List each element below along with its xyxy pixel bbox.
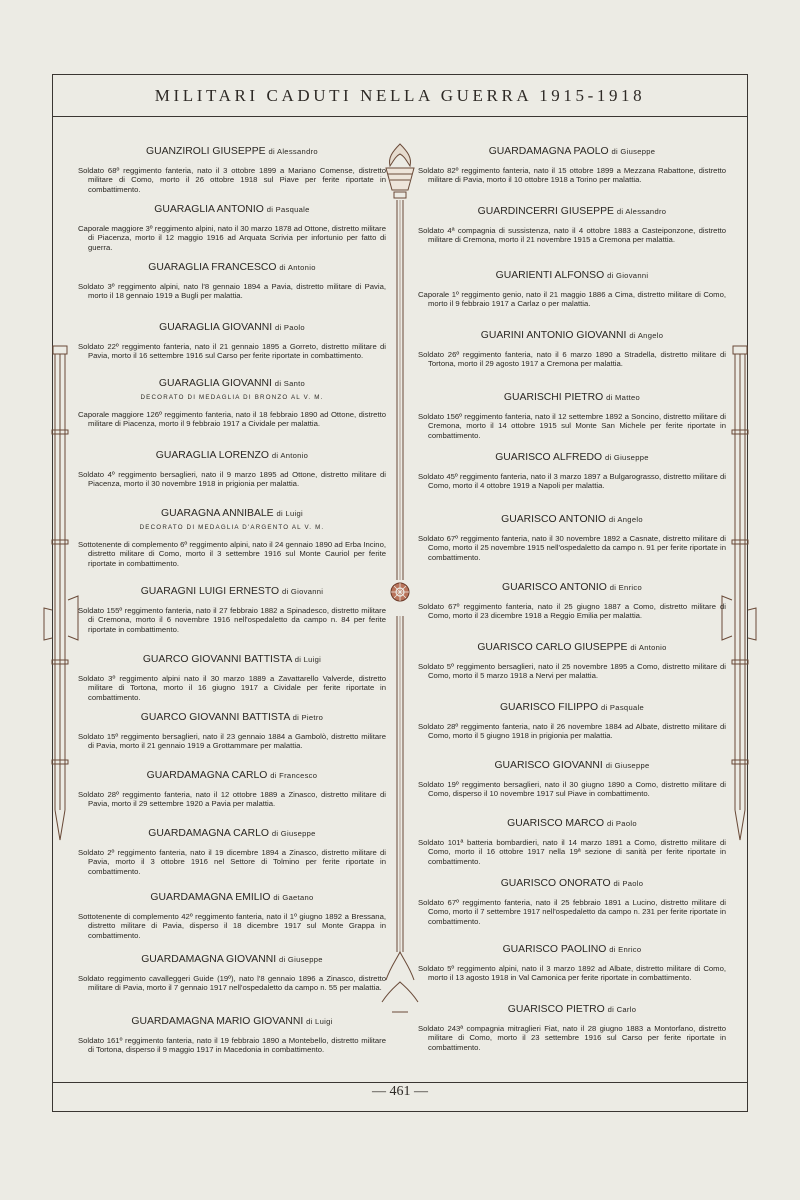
entry — [418, 206, 726, 245]
entry — [78, 770, 386, 809]
entry-description: Soldato 161º reggimento fanteria, nato il 19 febbraio 1890 a Montebello, distretto militare di Tortona, disperso il 9 maggio 1917 in Macedonia in combattimento. — [78, 1036, 386, 1055]
entry-name: GUARISCO ANTONIO di Enrico — [501, 582, 643, 593]
entry — [418, 330, 726, 369]
entry-description: Soldato 67º reggimento fanteria, nato il 25 giugno 1887 a Como, distretto militare di Como, morto il 23 dicembre 1918 a Reggio Emilia per malattia. — [418, 602, 726, 621]
entry-name: GUARISCO FILIPPO di Pasquale — [499, 702, 645, 713]
entry-description: Soldato 4ª compagnia di sussistenza, nato il 4 ottobre 1883 a Casteiponzone, distretto militare di Cremona, morto il 21 novembre 1915 a Cremona per malattia. — [418, 226, 726, 245]
entry-description: Soldato 28º reggimento fanteria, nato il 12 ottobre 1889 a Zinasco, distretto militare di Pavia, morto il 29 settembre 1920 a Pavia per malattia. — [78, 790, 386, 809]
entry-name: GUARISCO PIETRO di Carlo — [507, 1004, 637, 1015]
page-number: — 461 — — [372, 1084, 428, 1099]
entry-name: GUARINI ANTONIO GIOVANNI di Angelo — [480, 330, 664, 341]
entry — [78, 892, 386, 940]
entry-name: GUARISCO GIOVANNI di Giuseppe — [494, 760, 650, 771]
footer-rule — [52, 1082, 748, 1083]
entry — [418, 452, 726, 491]
entry-description: Soldato 3º reggimento alpini, nato l'8 gennaio 1894 a Pavia, distretto militare di Pavia, morto il 18 gennaio 1919 a Bugli per malattia. — [78, 282, 386, 301]
entry-description: Soldato 19º reggimento bersaglieri, nato il 30 giugno 1890 a Como, distretto militare di Como, disperso il 10 novembre 1917 sul Piave in combattimento. — [418, 780, 726, 799]
entry-description: Soldato 22º reggimento fanteria, nato il 21 gennaio 1895 a Gorreto, distretto militare di Pavia, morto il 16 settembre 1916 sul Carso per ferite riportate in combattimento. — [78, 342, 386, 361]
entry-name: GUARDAMAGNA CARLO di Giuseppe — [148, 828, 316, 839]
entry-description: Soldato 68º reggimento fanteria, nato il 3 ottobre 1899 a Mariano Comense, distretto militare di Como, morto il 26 ottobre 1918 sul Piave per ferite riportate in combattimento. — [78, 166, 386, 194]
entry-description: Caporale maggiore 3º reggimento alpini, nato il 30 marzo 1878 ad Ottone, distretto militare di Piacenza, morto il 12 maggio 1916 ad Arquata Scrivia per infortunio per fatto di guerra. — [78, 224, 386, 252]
entry — [78, 954, 386, 993]
entry — [418, 146, 726, 185]
entry-description: Soldato 155º reggimento fanteria, nato il 27 febbraio 1882 a Spinadesco, distretto militare di Cremona, morto il 6 novembre 1916 nell'ospedaletto da campo n. 84 per ferite riportate in combattimento. — [78, 606, 386, 634]
entry-name: GUARCO GIOVANNI BATTISTA di Luigi — [142, 654, 322, 665]
entry — [418, 702, 726, 741]
decoration-note: DECORATO DI MEDAGLIA DI BRONZO AL V. M. — [140, 394, 324, 401]
entry — [78, 508, 386, 568]
entry-name: GUARDINCERRI GIUSEPPE di Alessandro — [477, 206, 667, 217]
entry-name: GUARAGLIA LORENZO di Antonio — [155, 450, 309, 461]
entry-name: GUARAGLIA FRANCESCO di Antonio — [148, 262, 316, 273]
entry-description: Soldato 67º reggimento fanteria, nato il 25 febbraio 1891 a Lucino, distretto militare di Como, morto il 7 settembre 1917 nell'ospedaletto da campo n. 231 per ferite riportate in combattimento. — [418, 898, 726, 926]
entry — [418, 514, 726, 562]
entry-description: Soldato 5º reggimento alpini, nato il 3 marzo 1892 ad Albate, distretto militare di Como, morto il 13 agosto 1918 in Val Camonica per ferite riportate in combattimento. — [418, 964, 726, 983]
entry — [418, 1004, 726, 1052]
entry-name: GUARAGNI LUIGI ERNESTO di Giovanni — [140, 586, 324, 597]
entry-name: GUARDAMAGNA PAOLO di Giuseppe — [488, 146, 656, 157]
entry-name: GUANZIROLI GIUSEPPE di Alessandro — [146, 146, 318, 157]
entry-description: Soldato 28º reggimento fanteria, nato il 26 novembre 1884 ad Albate, distretto militare di Como, morto il 5 giugno 1918 in prigionia per malattia. — [418, 722, 726, 741]
entry — [78, 1016, 386, 1055]
entry — [78, 654, 386, 702]
entry-description: Soldato 26º reggimento fanteria, nato il 6 marzo 1890 a Stradella, distretto militare di Tortona, morto il 29 agosto 1917 a Cremona per malattia. — [418, 350, 726, 369]
entry-name: GUARAGLIA GIOVANNI di Santo — [158, 378, 306, 389]
entry — [418, 642, 726, 681]
entry-description: Soldato 5º reggimento bersaglieri, nato il 25 novembre 1895 a Como, distretto militare di Como, morto il 5 marzo 1918 a Nervi per malattia. — [418, 662, 726, 681]
entry-name: GUARISCO ANTONIO di Angelo — [501, 514, 643, 525]
entry-description: Caporale 1º reggimento genio, nato il 21 maggio 1886 a Cima, distretto militare di Como, morto il 9 febbraio 1917 a Carlaz o per malattia. — [418, 290, 726, 309]
entry — [418, 878, 726, 926]
page-title: MILITARI CADUTI NELLA GUERRA 1915-1918 — [154, 86, 646, 105]
entry-name: GUARIENTI ALFONSO di Giovanni — [495, 270, 649, 281]
entry — [78, 262, 386, 301]
entry-name: GUARISCO MARCO di Paolo — [507, 818, 637, 829]
entry-description: Sottotenente di complemento 6º reggimento alpini, nato il 24 gennaio 1890 ad Erba Incino, distretto militare di Como, morto il 3 settembre 1916 sul Monte Cauriol per ferite riportate in combattimento. — [78, 540, 386, 568]
entry — [78, 450, 386, 489]
entry-description: Soldato 67º reggimento fanteria, nato il 30 novembre 1892 a Casnate, distretto militare di Como, morto il 25 novembre 1915 nell'ospedaletto da campo n. 91 per ferite riportate in combattimento. — [418, 534, 726, 562]
entry-name: GUARAGLIA ANTONIO di Pasquale — [154, 204, 310, 215]
entry — [418, 944, 726, 983]
entry — [78, 204, 386, 252]
decoration-note: DECORATO DI MEDAGLIA D'ARGENTO AL V. M. — [139, 524, 325, 531]
entry-description: Soldato 15º reggimento bersaglieri, nato il 23 gennaio 1884 a Gambolò, distretto militare di Pavia, morto il 21 gennaio 1919 a Grottammare per malattia. — [78, 732, 386, 751]
entry-description: Caporale maggiore 126º reggimento fanteria, nato il 18 febbraio 1890 ad Ottone, distretto militare di Piacenza, morto il 9 febbraio 1917 a Cividale per malattia. — [78, 410, 386, 429]
header-rule — [52, 116, 748, 117]
entry-name: GUARISCO PAOLINO di Enrico — [502, 944, 642, 955]
entry-description: Soldato reggimento cavalleggeri Guide (19º), nato l'8 gennaio 1896 a Zinasco, distretto militare di Pavia, morto il 7 gennaio 1917 nell'ospedaletto da campo n. 55 per malattia. — [78, 974, 386, 993]
entry — [418, 760, 726, 799]
entry-description: Soldato 82º reggimento fanteria, nato il 15 ottobre 1899 a Mezzana Rabattone, distretto militare di Pavia, morto il 10 ottobre 1918 a Torino per malattia. — [418, 166, 726, 185]
entry-description: Soldato 45º reggimento fanteria, nato il 3 marzo 1897 a Bulgarograsso, distretto militare di Como, morto il 4 ottobre 1919 a Napoli per malattia. — [418, 472, 726, 491]
entry-name: GUARDAMAGNA EMILIO di Gaetano — [150, 892, 314, 903]
entry — [78, 586, 386, 634]
entry — [78, 378, 386, 429]
right-fasces-ornament-icon — [720, 340, 760, 860]
entry-description: Soldato 156º reggimento fanteria, nato il 12 settembre 1892 a Soncino, distretto militare di Cremona, morto il 14 ottobre 1915 sul Monte San Michele per ferite riportate in combattimento. — [418, 412, 726, 440]
entry-description: Sottotenente di complemento 42º reggimento fanteria, nato il 1º giugno 1892 a Bressana, distretto militare di Pavia, disperso il 18 dicembre 1917 sul Monte Grappa in combattimento. — [78, 912, 386, 940]
entry-name: GUARDAMAGNA GIOVANNI di Giuseppe — [141, 954, 323, 965]
entry-name: GUARDAMAGNA CARLO di Francesco — [146, 770, 318, 781]
entry-name: GUARCO GIOVANNI BATTISTA di Pietro — [140, 712, 324, 723]
entry — [78, 828, 386, 876]
entry — [78, 146, 386, 194]
entry-description: Soldato 101ª batteria bombardieri, nato il 14 marzo 1891 a Como, distretto militare di Como, morto il 16 ottobre 1917 nella 19ª sezione di sanità per ferite riportate in combattimento. — [418, 838, 726, 866]
entry-description: Soldato 3º reggimento alpini nato il 30 marzo 1889 a Zavattarello Valverde, distretto militare di Tortona, morto il 16 giugno 1917 a Cividale per ferite riportate in combattimento. — [78, 674, 386, 702]
entry-name: GUARISCHI PIETRO di Matteo — [503, 392, 641, 403]
entry — [78, 712, 386, 751]
left-fasces-ornament-icon — [40, 340, 80, 860]
entry-description: Soldato 2º reggimento fanteria, nato il 19 dicembre 1894 a Zinasco, distretto militare di Pavia, morto il 3 ottobre 1916 nel Settore di Tolmino per ferite riportate in combattimento. — [78, 848, 386, 876]
entry — [418, 818, 726, 866]
entry-name: GUARISCO CARLO GIUSEPPE di Antonio — [477, 642, 667, 653]
entry-name: GUARISCO ALFREDO di Giuseppe — [495, 452, 649, 463]
entry — [418, 582, 726, 621]
entry-description: Soldato 4º reggimento bersaglieri, nato il 9 marzo 1895 ad Ottone, distretto militare di Piacenza, morto il 30 novembre 1918 in prigionia per malattia. — [78, 470, 386, 489]
entry-name: GUARAGNA ANNIBALE di Luigi — [161, 508, 303, 519]
entry — [418, 392, 726, 440]
entry-name: GUARAGLIA GIOVANNI di Paolo — [159, 322, 305, 333]
entry — [418, 270, 726, 309]
entry-name: GUARDAMAGNA MARIO GIOVANNI di Luigi — [131, 1016, 333, 1027]
entry — [78, 322, 386, 361]
entry-description: Soldato 243ª compagnia mitraglieri Fiat, nato il 28 giugno 1883 a Montorfano, distretto militare di Como, morto il 23 settembre 1916 sul Carso per ferite riportate in combattimento. — [418, 1024, 726, 1052]
entry-name: GUARISCO ONORATO di Paolo — [500, 878, 644, 889]
